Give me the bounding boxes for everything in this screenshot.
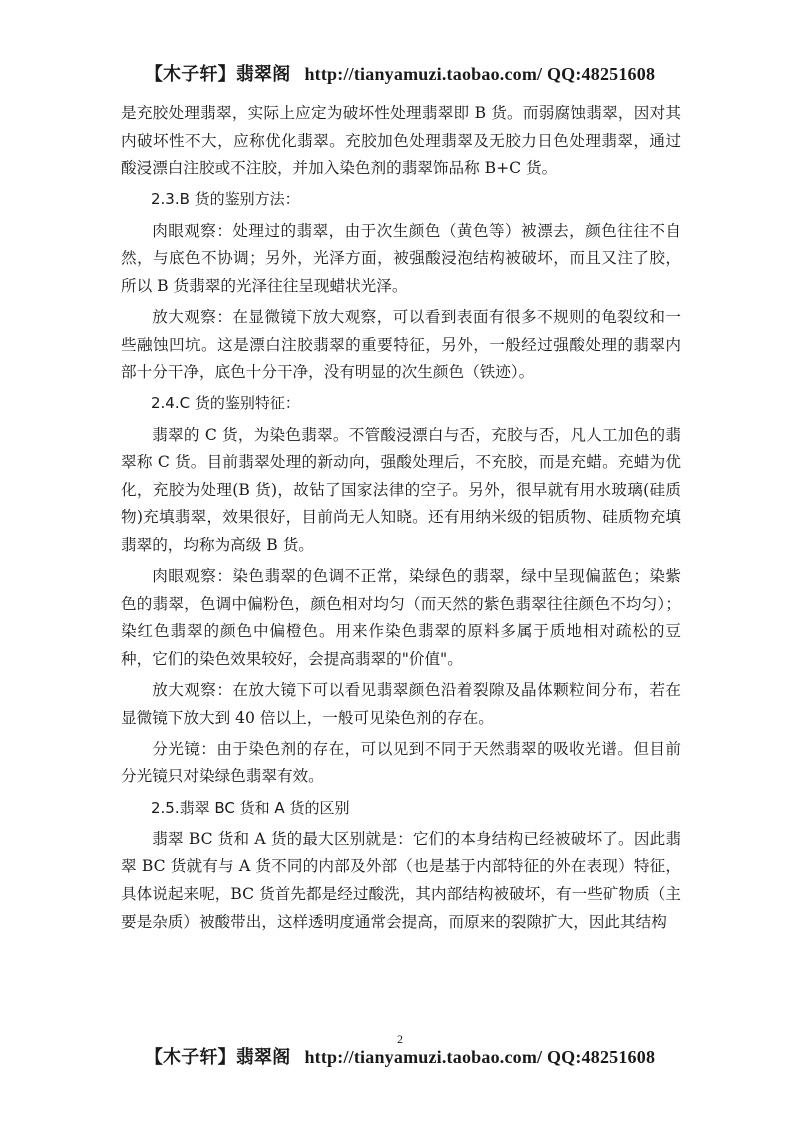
header-shop-name: 【木子轩】翡翠阁 [144, 64, 291, 84]
section-heading-2-5: 2.5.翡翠 BC 货和 A 货的区别 [151, 798, 350, 817]
page-number: 2 [397, 1032, 403, 1046]
paragraph-c-naked-eye: 肉眼观察：染色翡翠的色调不正常，染绿色的翡翠，绿中呈现偏蓝色；染紫色的翡翠，色调中偏粉色，颜色相对均匀（而天然的紫色翡翠往往颜色不均匀）；染红色翡翠的颜色中偏橙色。用来作染色翡翠的原料多属于质地相对疏松的豆种，它们的染色效果较好，会提高翡翠的"价值"。 [121, 567, 681, 668]
paragraph-b-naked-eye: 肉眼观察：处理过的翡翠，由于次生颜色（黄色等）被漂去，颜色往往不自然，与底色不协调；另外，光泽方面，被强酸浸泡结构被破坏，而且又注了胶，所以 B 货翡翠的光泽往往呈现蜡状光泽。 [121, 221, 681, 295]
paragraph-b-magnification: 放大观察：在显微镜下放大观察，可以看到表面有很多不规则的龟裂纹和一些融蚀凹坑。这是漂白注胶翡翠的重要特征，另外，一般经过强酸处理的翡翠内部十分干净，底色十分干净，没有明显的次生颜色（铁迹）。 [121, 307, 681, 382]
footer-url-qq: http://tianyamuzi.taobao.com/ QQ:48251608 [304, 1047, 656, 1067]
paragraph-b-goods-definition: 是充胶处理翡翠，实际上应定为破坏性处理翡翠即 B 货。而弱腐蚀翡翠，因对其内破坏性不大，应称优化翡翠。充胶加色处理翡翠及无胶力日色处理翡翠，通过酸浸漂白注胶或不注胶，并加入染色剂的翡翠饰品称 B+C 货。 [121, 104, 681, 178]
header-url-qq: http://tianyamuzi.taobao.com/ QQ:48251608 [304, 64, 656, 84]
document-body [121, 100, 681, 940]
section-heading-2-3: 2.3.B 货的鉴别方法： [151, 190, 300, 209]
page-header [0, 60, 800, 86]
paragraph-c-spectroscope: 分光镜：由于染色剂的存在，可以见到不同于天然翡翠的吸收光谱。但目前分光镜只对染绿色翡翠有效。 [121, 739, 681, 786]
footer-shop-name: 【木子轩】翡翠阁 [144, 1047, 291, 1067]
page-footer [0, 1043, 800, 1069]
paragraph-bc-vs-a: 翡翠 BC 货和 A 货的最大区别就是：它们的本身结构已经被破坏了。因此翡翠 BC 货就有与 A 货不同的内部及外部（也是基于内部特征的外在表现）特征，具体说起来呢，BC 货首先都是经过酸洗，其内部结构被破坏，有一些矿物质（主要是杂质）被酸带出，这样透明度通常会提高，而原来的裂隙扩大，因此其结构 [121, 829, 681, 931]
section-heading-2-4: 2.4.C 货的鉴别特征： [151, 394, 300, 413]
paragraph-c-goods-definition: 翡翠的 C 货，为染色翡翠。不管酸浸漂白与否，充胶与否，凡人工加色的翡翠称 C 货。目前翡翠处理的新动向，强酸处理后，不充胶，而是充蜡。充蜡为优化，充胶为处理(B 货)，故钻了国家法律的空子。另外，很早就有用水玻璃(硅质物)充填翡翠，效果很好，目前尚无人知晓。还有用纳米级的铝质物、硅质物充填翡翠的，均称为高级 B 货。 [121, 425, 681, 554]
paragraph-c-magnification: 放大观察：在放大镜下可以看见翡翠颜色沿着裂隙及晶体颗粒间分布，若在显微镜下放大到 40 倍以上，一般可见染色剂的存在。 [121, 681, 681, 727]
